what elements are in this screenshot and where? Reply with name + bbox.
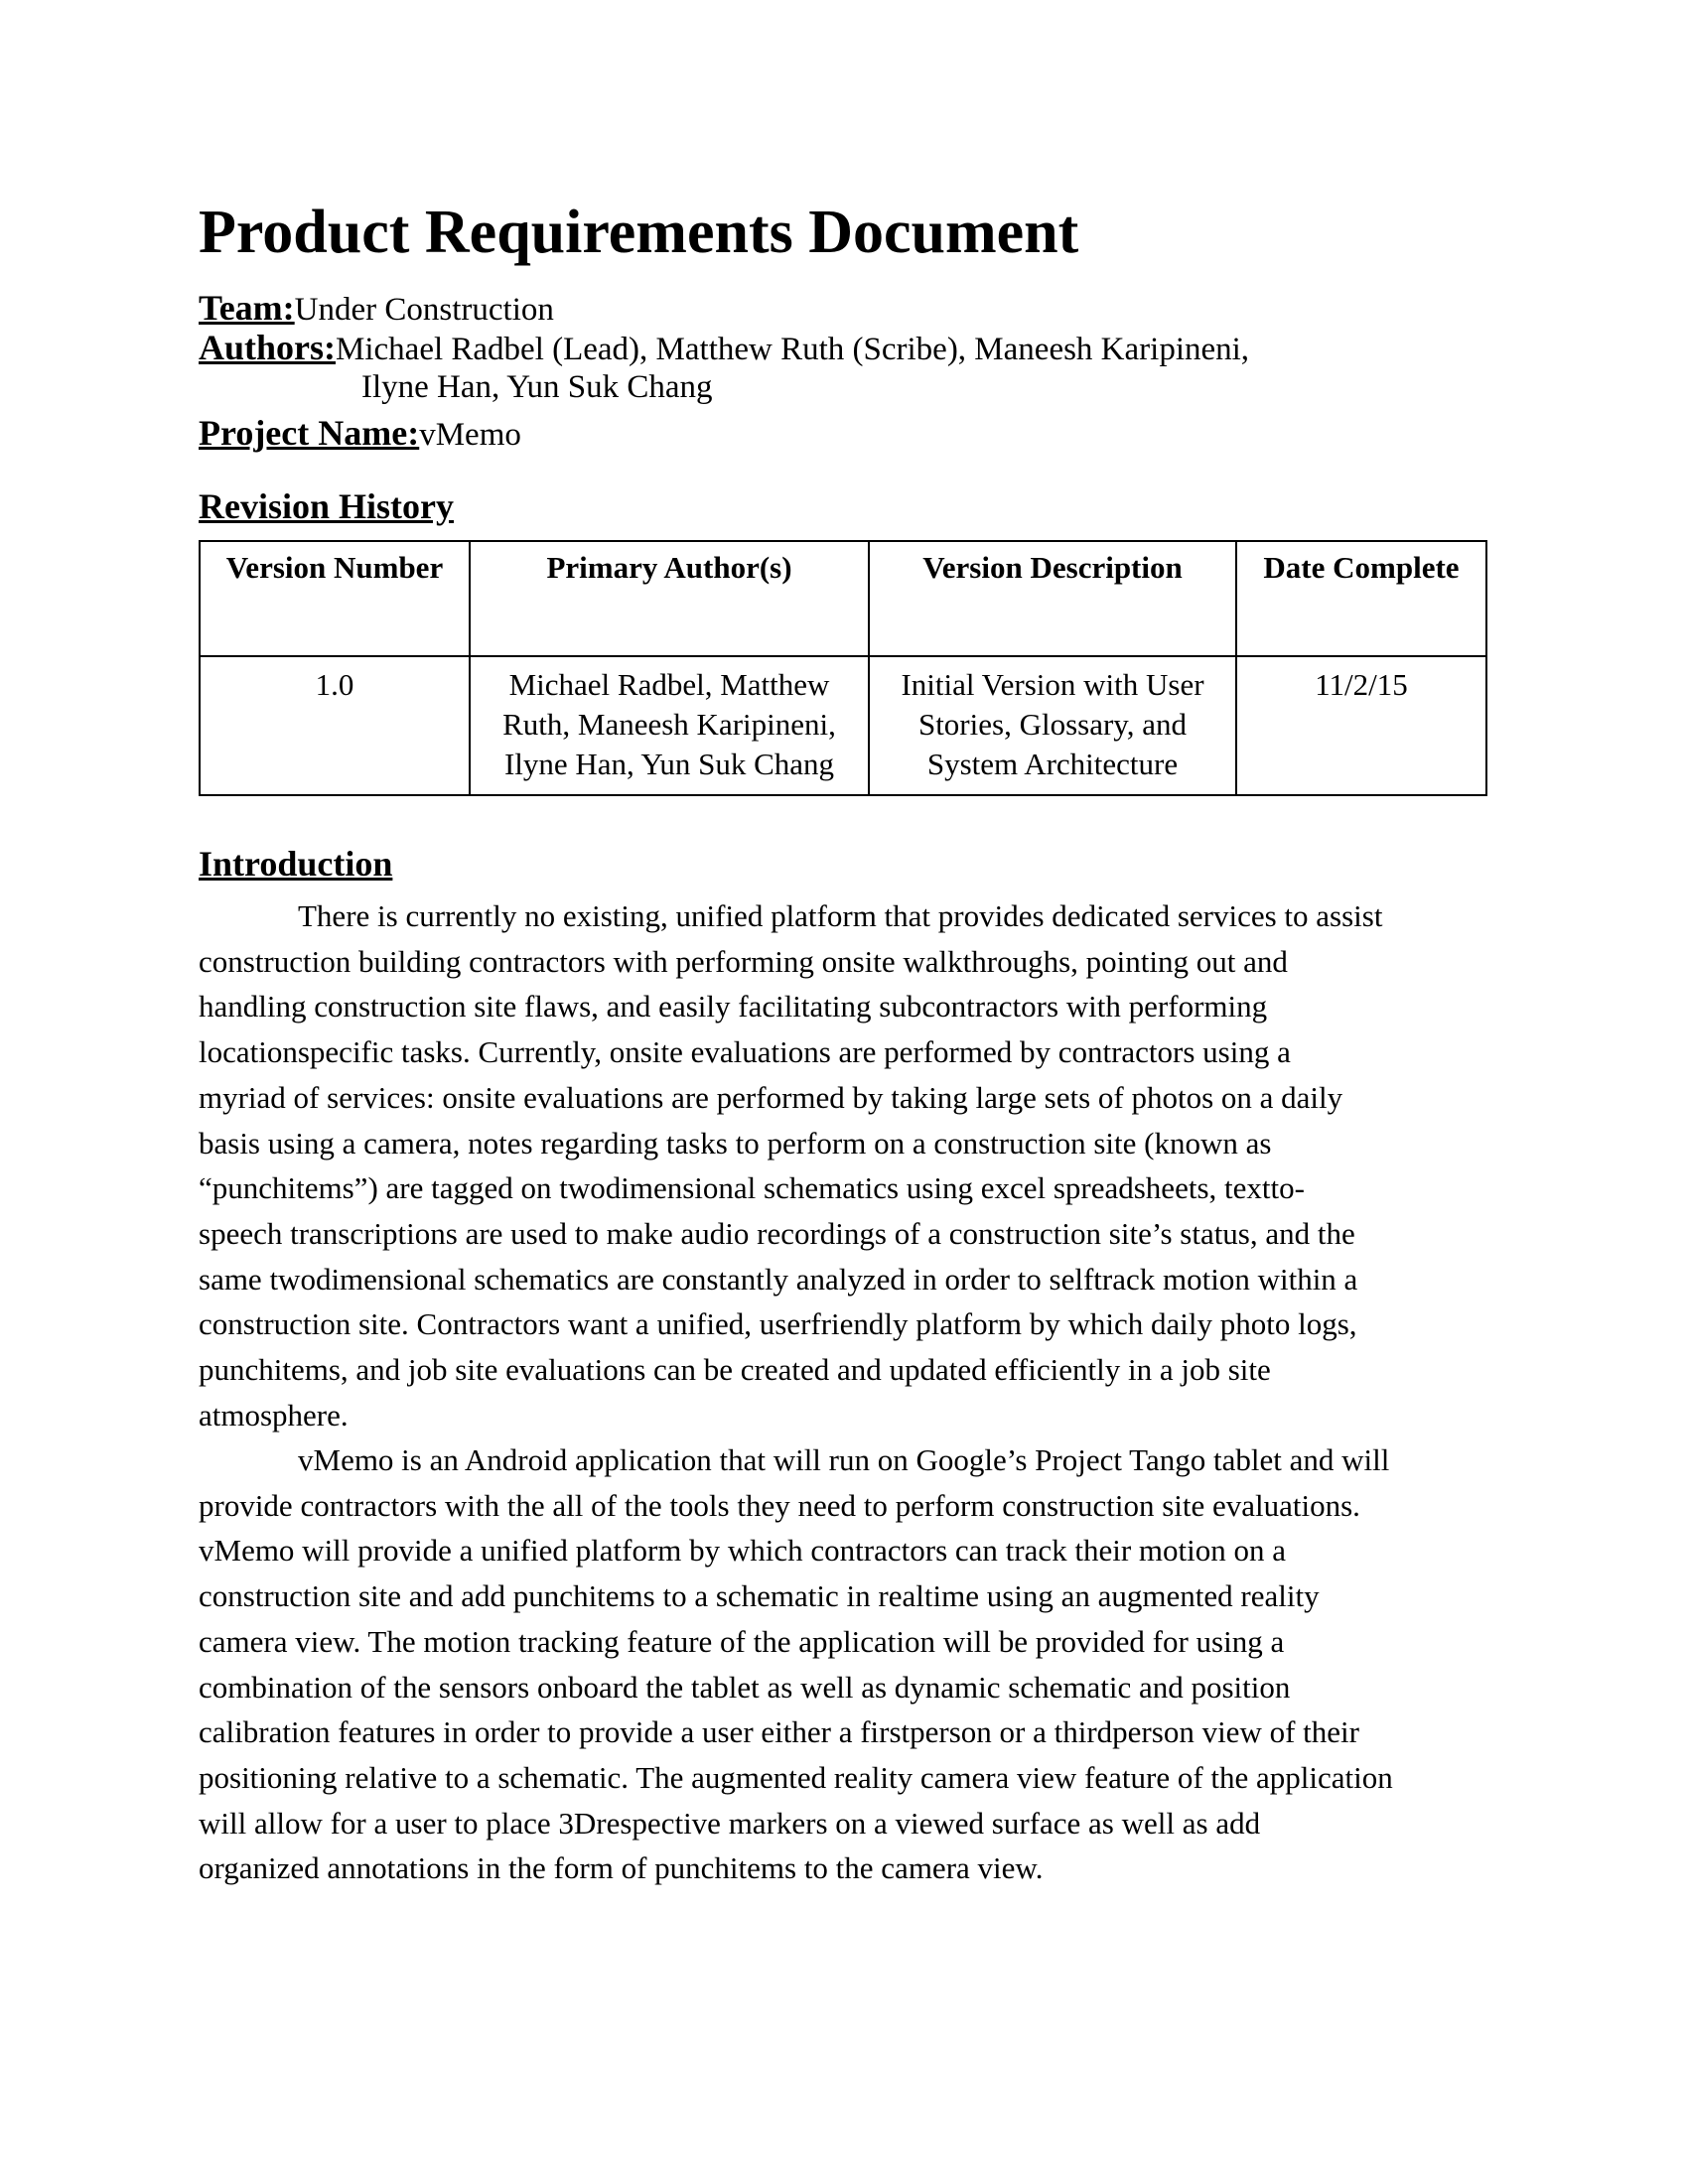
- team-value: Under Construction: [294, 292, 554, 328]
- authors-label: Authors:: [199, 328, 337, 367]
- text-line: same twodimensional schematics are constantly analyzed in order to selftrack motion within a: [199, 1261, 1358, 1297]
- text-line: construction site and add punchitems to a schematic in realtime using an augmented reality: [199, 1578, 1320, 1614]
- cell-line: Ruth, Maneesh Karipineni,: [502, 707, 836, 742]
- text-line: organized annotations in the form of punchitems to the camera view.: [199, 1850, 1044, 1886]
- authors-value-continued: Ilyne Han, Yun Suk Chang: [361, 369, 713, 405]
- cell-primary-authors: [470, 656, 869, 795]
- text-line: combination of the sensors onboard the tablet as well as dynamic schematic and position: [199, 1669, 1291, 1705]
- text-line: vMemo will provide a unified platform by which contractors can track their motion on a: [199, 1533, 1287, 1569]
- cell-version: 1.0: [200, 656, 470, 795]
- authors-line: [199, 328, 1249, 369]
- authors-value: Michael Radbel (Lead), Matthew Ruth (Scribe), Maneesh Karipineni,: [336, 332, 1250, 367]
- text-line: “punchitems”) are tagged on twodimensional schematics using excel spreadsheets, textto-: [199, 1170, 1305, 1206]
- text-line: punchitems, and job site evaluations can be created and updated efficiently in a job site: [199, 1352, 1271, 1388]
- text-line: atmosphere.: [199, 1397, 349, 1433]
- team-label: Team:: [199, 288, 295, 328]
- team-line: [199, 288, 554, 330]
- text-line: handling construction site flaws, and easily facilitating subcontractors with performing: [199, 989, 1268, 1024]
- column-header-primary-authors: Primary Author(s): [470, 541, 869, 656]
- revision-history-table: [199, 540, 1487, 796]
- cell-version-description: [869, 656, 1236, 795]
- column-header-version-description: Version Description: [869, 541, 1236, 656]
- project-value: vMemo: [419, 417, 521, 453]
- text-line: construction building contractors with performing onsite walkthroughs, pointing out and: [199, 943, 1288, 979]
- text-line: vMemo is an Android application that will run on Google’s Project Tango tablet and will: [298, 1442, 1390, 1477]
- column-header-version-number: Version Number: [200, 541, 470, 656]
- project-line: [199, 413, 521, 455]
- table-row: [200, 656, 1486, 795]
- text-line: camera view. The motion tracking feature of the application will be provided for using a: [199, 1623, 1285, 1659]
- cell-line: Michael Radbel, Matthew: [508, 667, 830, 702]
- table-header-row: [200, 541, 1486, 656]
- text-line: provide contractors with the all of the tools they need to perform construction site evaluations.: [199, 1487, 1360, 1523]
- text-line: will allow for a user to place 3Drespective markers on a viewed surface as well as add: [199, 1805, 1261, 1841]
- cell-line: Stories, Glossary, and: [917, 707, 1188, 742]
- text-line: There is currently no existing, unified platform that provides dedicated services to assist: [298, 898, 1383, 933]
- project-label: Project Name:: [199, 413, 420, 453]
- cell-date-complete: 11/2/15: [1236, 656, 1486, 795]
- text-line: myriad of services: onsite evaluations are performed by taking large sets of photos on a daily: [199, 1079, 1343, 1115]
- introduction-paragraph-1: [199, 893, 1489, 1437]
- text-line: calibration features in order to provide a user either a firstperson or a thirdperson view of their: [199, 1714, 1359, 1750]
- cell-line: Initial Version with User: [901, 667, 1204, 702]
- cell-line: System Architecture: [926, 747, 1179, 781]
- revision-history-heading: Revision History: [199, 486, 454, 526]
- cell-line: Ilyne Han, Yun Suk Chang: [503, 747, 835, 781]
- text-line: basis using a camera, notes regarding tasks to perform on a construction site (known as: [199, 1125, 1272, 1160]
- column-header-date-complete: Date Complete: [1236, 541, 1486, 656]
- text-line: locationspecific tasks. Currently, onsite evaluations are performed by contractors using a: [199, 1034, 1291, 1070]
- text-line: speech transcriptions are used to make audio recordings of a construction site’s status, and the: [199, 1215, 1355, 1251]
- document-title: Product Requirements Document: [199, 199, 1079, 266]
- introduction-heading: Introduction: [199, 844, 393, 884]
- introduction-paragraph-2: [199, 1437, 1489, 1891]
- text-line: positioning relative to a schematic. The augmented reality camera view feature of the application: [199, 1759, 1393, 1795]
- text-line: construction site. Contractors want a unified, userfriendly platform by which daily photo logs,: [199, 1306, 1357, 1342]
